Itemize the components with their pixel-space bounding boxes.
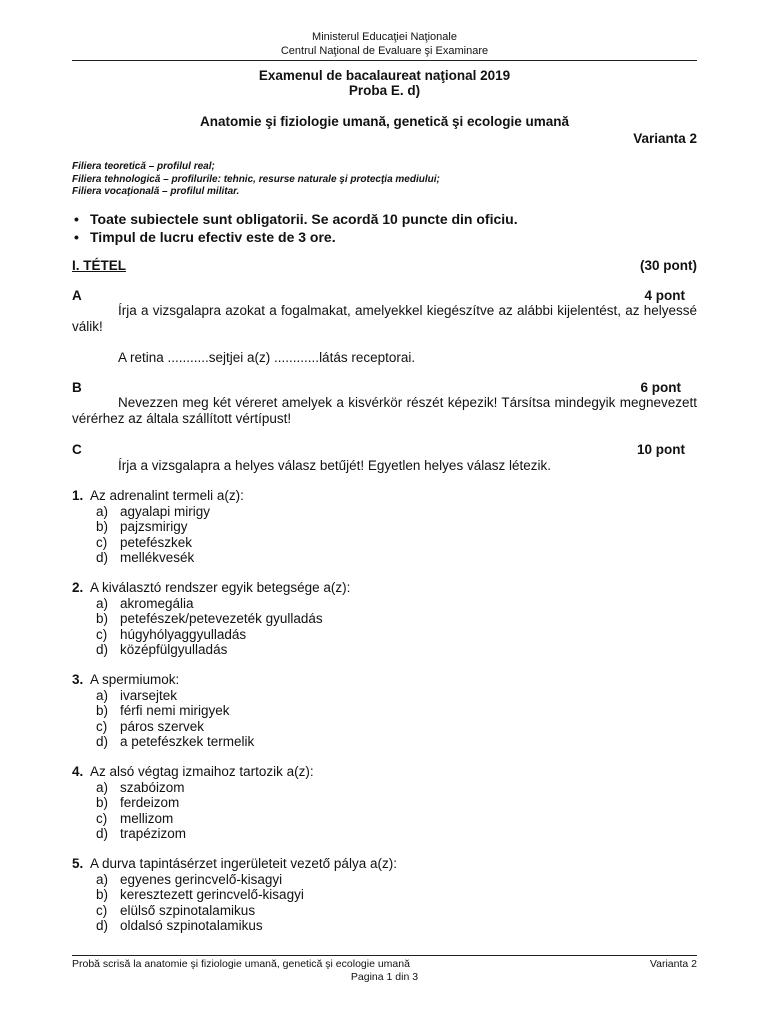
option-letter: d) [96, 734, 109, 749]
center-name: Centrul Naţional de Evaluare şi Examinare [280, 45, 489, 57]
option-text: páros szervek [120, 718, 205, 734]
option-text: szabóizom [120, 779, 185, 795]
option-list [72, 504, 672, 566]
option-text: középfülgyulladás [120, 642, 228, 657]
option-text: trapézizom [120, 826, 187, 841]
option-letter: d) [96, 918, 109, 933]
question-number: 5. [72, 856, 84, 871]
part-c-instruction: Írja a vizsgalapra a helyes válasz betűjét! Egyetlen helyes válasz létezik. [118, 458, 551, 473]
option-item [72, 550, 672, 566]
option-text: petefészek/petevezeték gyulladás [120, 611, 323, 626]
option-item [72, 811, 672, 827]
section-heading [72, 258, 697, 273]
option-list [72, 780, 672, 842]
option-letter: a) [96, 779, 109, 795]
subject-title: Anatomie şi fiziologie umană, genetică şi ecologie umană [199, 114, 570, 129]
option-item [72, 734, 672, 750]
footer-divider [72, 955, 697, 956]
exam-name: Examenul de bacalaureat naţional 2019 [258, 68, 511, 83]
question-text: A kiválasztó rendszer egyik betegsége a(z): [90, 580, 351, 595]
option-list [72, 688, 672, 750]
section-points: (30 pont) [640, 258, 697, 273]
option-item [72, 596, 672, 612]
part-b-instruction: Nevezzen meg két véreret amelyek a kisvérkör részét képezik! Társítsa mindegyik megnevezett vérérhez az általa szállított vértípust! [72, 395, 697, 426]
option-text: férfi nemi mirigyek [120, 703, 230, 718]
option-item [72, 826, 672, 842]
question-number: 2. [72, 580, 84, 595]
option-text: ferdeizom [120, 795, 180, 810]
option-letter: a) [96, 595, 109, 611]
proba-name: Proba E. d) [348, 83, 421, 98]
option-text: mellizom [120, 810, 174, 826]
option-letter: b) [96, 795, 109, 810]
option-text: elülső szpinotalamikus [120, 902, 256, 918]
option-item [72, 918, 672, 934]
option-text: ivarsejtek [120, 687, 178, 703]
option-text: akromegália [120, 595, 194, 611]
option-letter: b) [96, 611, 109, 626]
option-text: keresztezett gerincvelő-kisagyi [120, 887, 304, 902]
option-letter: b) [96, 519, 109, 534]
option-item [72, 780, 672, 796]
option-letter: a) [96, 687, 109, 703]
filiere-list [72, 161, 697, 199]
option-list [72, 596, 672, 658]
question-text: A durva tapintásérzet ingerületeit vezető pálya a(z): [90, 856, 397, 871]
section-title: I. TÉTEL [72, 258, 126, 273]
filiera-item: Filiera teoretică – profilul real; [72, 161, 215, 172]
option-text: húgyhólyaggyulladás [120, 626, 247, 642]
option-letter: c) [96, 626, 108, 642]
option-letter: d) [96, 642, 109, 657]
variant-label: Varianta 2 [633, 131, 697, 146]
question-5 [72, 856, 672, 934]
option-letter: c) [96, 902, 108, 918]
option-item [72, 519, 672, 535]
option-item [72, 872, 672, 888]
footer-variant: Varianta 2 [649, 958, 697, 970]
header-divider [72, 60, 697, 61]
filiera-item: Filiera vocaţională – profilul militar. [72, 186, 240, 197]
question-1 [72, 488, 672, 566]
ministry-name: Ministerul Educaţiei Naţionale [312, 31, 457, 43]
option-letter: a) [96, 871, 109, 887]
option-item [72, 703, 672, 719]
part-a-instruction: Írja a vizsgalapra azokat a fogalmakat, amelyekkel kiegészítve az alábbi kijelentést, az helyessé válik! [72, 303, 697, 334]
filiera-item: Filiera tehnologică – profilurile: tehnic, resurse naturale şi protecţia mediului; [72, 173, 440, 185]
part-c-letter: C [72, 442, 82, 457]
option-text: mellékvesék [120, 550, 195, 565]
option-item [72, 903, 672, 919]
option-letter: c) [96, 810, 108, 826]
rule-item: • Toate subiectele sunt obligatorii. Se acordă 10 puncte din oficiu. [72, 210, 697, 228]
option-text: a petefészkek termelik [120, 734, 255, 749]
question-number: 1. [72, 488, 84, 503]
option-text: oldalsó szpinotalamikus [120, 918, 263, 933]
option-letter: a) [96, 503, 109, 519]
option-text: pajzsmirigy [120, 519, 188, 534]
part-b-letter: B [72, 380, 82, 395]
part-c-points: 10 pont [636, 442, 685, 457]
part-b-points: 6 pont [640, 380, 681, 395]
option-item [72, 504, 672, 520]
option-item [72, 795, 672, 811]
question-2 [72, 580, 672, 658]
option-letter: c) [96, 718, 108, 734]
part-a-points: 4 pont [644, 288, 685, 303]
exam-rules [72, 210, 697, 246]
option-item [72, 611, 672, 627]
question-text: Az adrenalint termeli a(z): [90, 488, 244, 503]
part-a-statement: A retina ...........sejtjei a(z) ............látás receptorai. [118, 350, 416, 365]
part-a-letter: A [72, 288, 82, 303]
option-item [72, 642, 672, 658]
question-text: A spermiumok: [90, 672, 180, 687]
question-text: Az alsó végtag izmaihoz tartozik a(z): [90, 764, 314, 779]
question-number: 4. [72, 764, 84, 779]
header-institution [72, 30, 697, 58]
option-text: egyenes gerincvelő-kisagyi [120, 871, 283, 887]
option-letter: b) [96, 887, 109, 902]
question-number: 3. [72, 672, 84, 687]
exam-title [72, 68, 697, 98]
question-3 [72, 672, 672, 750]
option-item [72, 688, 672, 704]
option-item [72, 719, 672, 735]
option-letter: c) [96, 534, 108, 550]
option-item [72, 535, 672, 551]
footer-subject: Probă scrisă la anatomie şi fiziologie umană, genetică şi ecologie umană [72, 958, 410, 970]
option-item [72, 627, 672, 643]
option-text: agyalapi mirigy [120, 503, 211, 519]
exam-page [72, 0, 697, 1024]
option-letter: b) [96, 703, 109, 718]
rule-item: • Timpul de lucru efectiv este de 3 ore. [72, 228, 697, 246]
option-item [72, 887, 672, 903]
question-4 [72, 764, 672, 842]
option-list [72, 872, 672, 934]
page-number: Pagina 1 din 3 [350, 971, 419, 983]
option-letter: d) [96, 826, 109, 841]
option-text: petefészkek [120, 534, 193, 550]
option-letter: d) [96, 550, 109, 565]
